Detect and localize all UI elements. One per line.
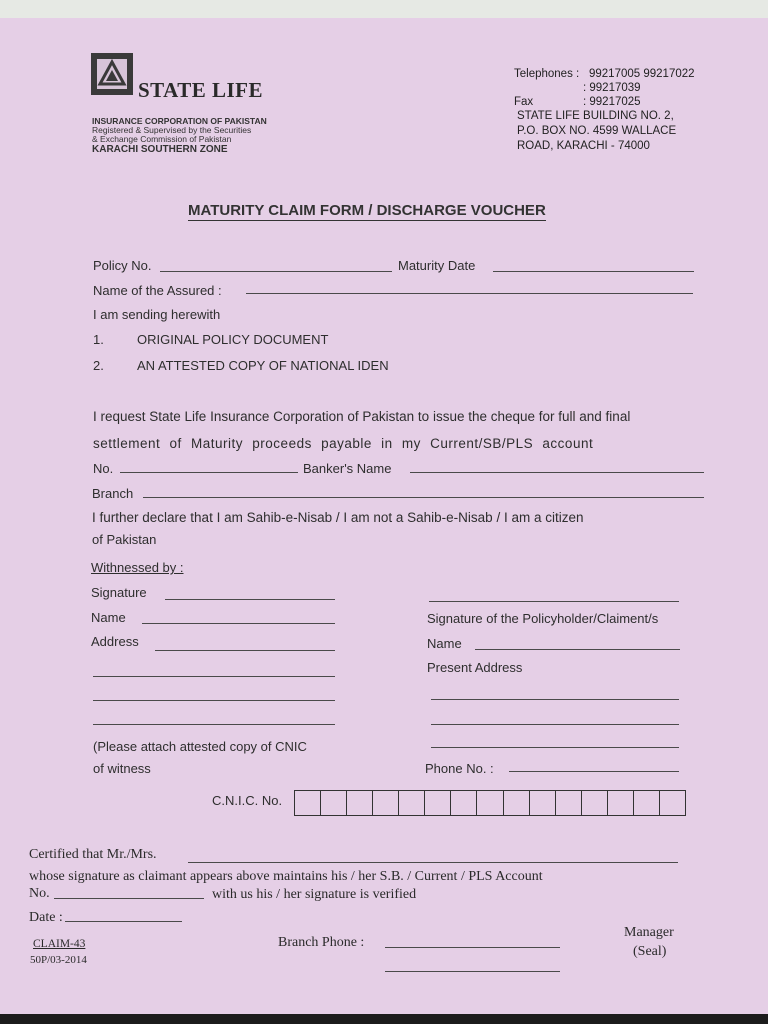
- declaration-line-1: I further declare that I am Sahib-e-Nisab / I am not a Sahib-e-Nisab / I am a citizen: [92, 510, 584, 525]
- certified-name-field[interactable]: [188, 862, 678, 863]
- branch-label: Branch: [92, 486, 134, 501]
- fax-value: : 99217025: [583, 96, 641, 108]
- phone-no-label: Phone No. :: [425, 761, 494, 776]
- signature-verified-text: with us his / her signature is verified: [212, 887, 417, 902]
- maturity-date-label: Maturity Date: [398, 258, 476, 273]
- bank-account-no-field[interactable]: [54, 898, 204, 899]
- present-address-field-2[interactable]: [431, 724, 679, 725]
- item-1-number: 1.: [93, 332, 104, 347]
- telephones-value-2: : 99217039: [583, 82, 641, 94]
- policyholder-signature-label: Signature of the Policyholder/Claiment/s: [427, 611, 659, 626]
- witness-address-field-4[interactable]: [93, 724, 335, 725]
- witness-address-field-3[interactable]: [93, 700, 335, 701]
- present-address-field-3[interactable]: [431, 747, 679, 748]
- telephones-value: 99217005 99217022: [589, 68, 695, 80]
- witness-signature-label: Signature: [91, 585, 147, 600]
- sending-label: I am sending herewith: [93, 307, 221, 322]
- assured-name-label: Name of the Assured :: [93, 283, 222, 298]
- item-1-text: ORIGINAL POLICY DOCUMENT: [137, 332, 329, 347]
- branch-phone-label: Branch Phone :: [278, 935, 365, 950]
- seal-label: (Seal): [633, 944, 667, 959]
- policyholder-signature-field[interactable]: [429, 601, 679, 602]
- cnic-input-boxes[interactable]: [294, 790, 686, 816]
- address-line-2: P.O. BOX NO. 4599 WALLACE: [517, 125, 677, 137]
- item-2-number: 2.: [93, 358, 104, 373]
- witness-name-field[interactable]: [142, 623, 335, 624]
- brand-registration: Registered & Supervised by the Securities: [92, 125, 252, 135]
- present-address-label: Present Address: [427, 660, 523, 675]
- bankers-name-label: Banker's Name: [303, 461, 392, 476]
- maturity-date-field[interactable]: [493, 271, 694, 272]
- manager-label: Manager: [624, 925, 674, 940]
- cnic-label: C.N.I.C. No.: [212, 793, 283, 808]
- declaration-line-2: of Pakistan: [92, 532, 157, 547]
- request-line-2: settlement of Maturity proceeds payable in my Current/SB/PLS account: [93, 436, 594, 451]
- policyholder-name-field[interactable]: [475, 649, 680, 650]
- telephones-label: Telephones :: [514, 68, 580, 80]
- brand-zone: KARACHI SOUTHERN ZONE: [92, 144, 228, 155]
- state-life-logo-icon: [91, 53, 133, 95]
- form-print-code: 50P/03-2014: [30, 954, 87, 966]
- attach-note-line-2: of witness: [93, 761, 151, 776]
- claim-form-code: CLAIM-43: [33, 938, 86, 950]
- fax-label: Fax: [514, 96, 534, 108]
- bank-account-no-label: No.: [29, 886, 50, 901]
- address-line-1: STATE LIFE BUILDING NO. 2,: [517, 110, 674, 122]
- witness-address-field-1[interactable]: [155, 650, 335, 651]
- item-2-text: AN ATTESTED COPY OF NATIONAL IDEN: [137, 358, 389, 373]
- phone-no-field[interactable]: [509, 771, 679, 772]
- present-address-field-1[interactable]: [431, 699, 679, 700]
- branch-phone-field[interactable]: [385, 947, 560, 948]
- date-field[interactable]: [65, 921, 182, 922]
- witness-name-label: Name: [91, 610, 126, 625]
- brand-commission: & Exchange Commission of Pakistan: [92, 134, 232, 144]
- policy-no-field[interactable]: [160, 271, 392, 272]
- account-no-label: No.: [93, 461, 114, 476]
- policy-no-label: Policy No.: [93, 258, 152, 273]
- branch-field[interactable]: [143, 497, 704, 498]
- account-no-field[interactable]: [120, 472, 298, 473]
- attach-note-line-1: (Please attach attested copy of CNIC: [93, 739, 307, 754]
- policyholder-name-label: Name: [427, 636, 462, 651]
- request-line-1: I request State Life Insurance Corporation of Pakistan to issue the cheque for full and final: [93, 409, 631, 424]
- certified-label: Certified that Mr./Mrs.: [29, 847, 157, 862]
- witnessed-by-label: Withnessed by :: [91, 560, 184, 575]
- date-label: Date :: [29, 910, 63, 925]
- witness-address-label: Address: [91, 634, 139, 649]
- whose-signature-line: whose signature as claimant appears above maintains his / her S.B. / Current / PLS Account: [29, 869, 543, 884]
- brand-name: STATE LIFE: [138, 78, 264, 102]
- form-title: MATURITY CLAIM FORM / DISCHARGE VOUCHER: [188, 202, 546, 219]
- bankers-name-field[interactable]: [410, 472, 704, 473]
- witness-signature-field[interactable]: [165, 599, 335, 600]
- branch-phone-field-2[interactable]: [385, 971, 560, 972]
- brand-subtitle: INSURANCE CORPORATION OF PAKISTAN: [92, 116, 267, 126]
- address-line-3: ROAD, KARACHI - 74000: [517, 140, 650, 152]
- assured-name-field[interactable]: [246, 293, 693, 294]
- witness-address-field-2[interactable]: [93, 676, 335, 677]
